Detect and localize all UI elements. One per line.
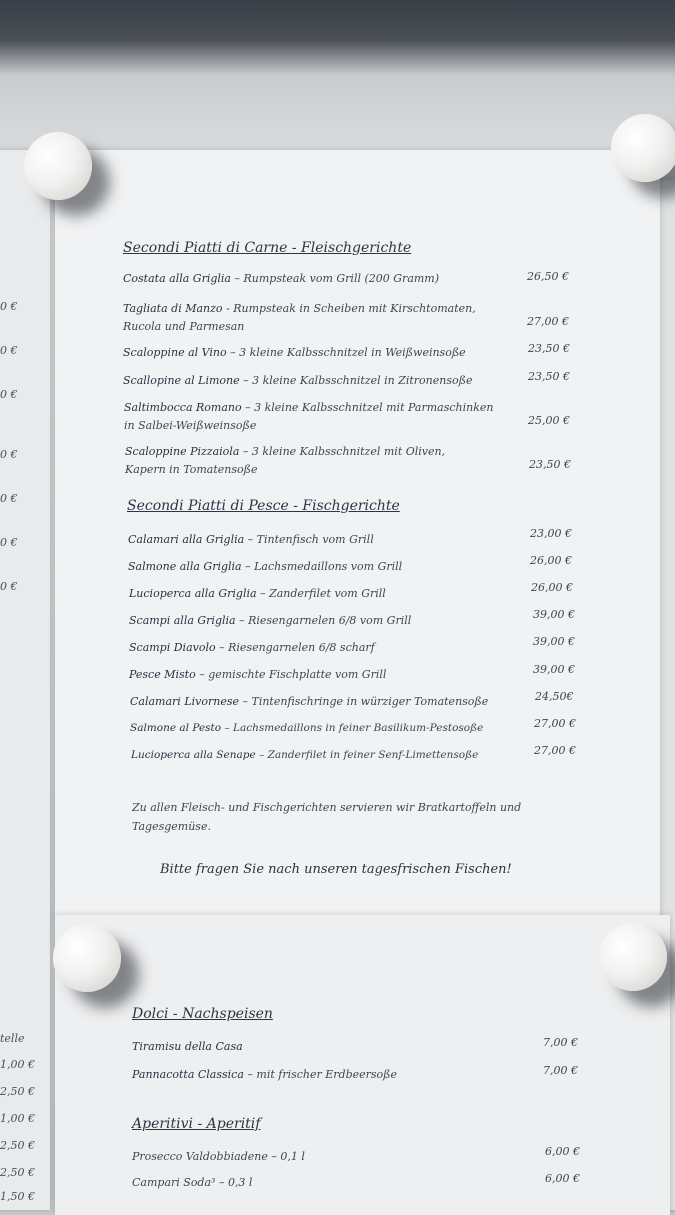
menu-item — [125, 445, 445, 458]
menu-item — [129, 587, 386, 600]
item-price: 23,50 € — [529, 458, 571, 471]
item-desc: – Lachsmedaillons in feiner Basilikum-Pestosoße — [221, 722, 484, 734]
item-desc: – 3 kleine Kalbsschnitzel in Zitronensoße — [239, 374, 473, 387]
edge-price: 0 € — [0, 388, 18, 401]
item-price: 39,00 € — [533, 608, 575, 621]
item-price: 25,00 € — [528, 414, 570, 427]
menu-item — [128, 560, 402, 573]
menu-item — [129, 668, 386, 681]
magnet-bottom-right — [599, 923, 667, 991]
item-price: 26,00 € — [531, 581, 573, 594]
item-name: Scallopine al Limone — [123, 374, 240, 387]
menu-item — [124, 401, 493, 414]
item-name: Pesce Misto — [129, 668, 196, 681]
item-desc: – Riesengarnelen 6/8 vom Grill — [235, 614, 412, 627]
edge-price: 0 € — [0, 536, 18, 549]
edge-price: 0 € — [0, 448, 18, 461]
menu-item — [128, 533, 374, 546]
magnet-bottom-left — [53, 924, 121, 992]
item-desc: – mit frischer Erdbeersoße — [243, 1068, 398, 1081]
item-name: Costata alla Griglia — [123, 272, 231, 285]
menu-item — [123, 374, 472, 387]
edge-price: 2,50 € — [0, 1139, 35, 1152]
item-price: 26,50 € — [527, 270, 569, 283]
item-desc-line2: in Salbei-Weißweinsoße — [124, 419, 257, 432]
edge-price: 0 € — [0, 344, 18, 357]
item-price: 23,50 € — [528, 342, 570, 355]
item-desc: – Rumpsteak vom Grill (200 Gramm) — [231, 272, 440, 285]
fresh-fish-notice: Bitte fragen Sie nach unseren tagesfrischen Fischen! — [160, 862, 512, 877]
menu-item — [123, 302, 476, 315]
menu-item — [129, 614, 411, 627]
item-desc: – Zanderfilet in feiner Senf-Limettensoße — [255, 749, 479, 761]
item-price: 39,00 € — [533, 635, 575, 648]
item-name: Scampi Diavolo — [129, 641, 216, 654]
menu-item — [130, 695, 488, 708]
section-heading-dolci: Dolci - Nachspeisen — [132, 1006, 273, 1022]
menu-item — [129, 641, 375, 654]
item-price: 6,00 € — [545, 1145, 580, 1158]
menu-item: Campari Soda³ – 0,3 l — [132, 1176, 253, 1189]
item-price: 24,50€ — [535, 690, 574, 703]
item-desc-line2: Kapern in Tomatensoße — [125, 463, 258, 476]
section-heading-aperitivi: Aperitivi - Aperitif — [132, 1116, 261, 1132]
item-name: Lucioperca alla Griglia — [129, 587, 257, 600]
edge-price: 1,50 € — [0, 1190, 35, 1203]
section-heading-pesce: Secondi Piatti di Pesce - Fischgerichte — [127, 498, 400, 514]
side-dish-note: Zu allen Fleisch- und Fischgerichten servieren wir Bratkartoffeln und — [132, 801, 522, 814]
item-desc-line2: Rucola und Parmesan — [123, 320, 245, 333]
item-desc: – 3 kleine Kalbsschnitzel in Weißweinsoße — [226, 346, 466, 359]
item-price: 23,00 € — [530, 527, 572, 540]
menu-item — [123, 272, 439, 285]
edge-price: 2,50 € — [0, 1085, 35, 1098]
item-price: 7,00 € — [543, 1064, 578, 1077]
item-price: 27,00 € — [527, 315, 569, 328]
item-name: Scampi alla Griglia — [129, 614, 236, 627]
menu-item — [132, 1040, 243, 1053]
item-name: Salmone alla Griglia — [128, 560, 242, 573]
edge-price: 1,00 € — [0, 1112, 35, 1125]
item-desc: – gemischte Fischplatte vom Grill — [195, 668, 387, 681]
magnet-top-left — [24, 132, 92, 200]
item-desc: – 3 kleine Kalbsschnitzel mit Parmaschinken — [241, 401, 494, 414]
magnet-top-right — [611, 114, 675, 182]
item-name: Tagliata di Manzo — [123, 302, 223, 315]
item-price: 39,00 € — [533, 663, 575, 676]
item-desc: - Rumpsteak in Scheiben mit Kirschtomaten, — [222, 302, 476, 315]
item-desc: – Riesengarnelen 6/8 scharf — [215, 641, 375, 654]
item-desc: – 3 kleine Kalbsschnitzel mit Oliven, — [239, 445, 446, 458]
item-price: 26,00 € — [530, 554, 572, 567]
edge-label: telle — [0, 1032, 25, 1045]
item-name: Scaloppine al Vino — [123, 346, 227, 359]
item-price: 27,00 € — [534, 744, 576, 757]
item-desc: – Tintenfisch vom Grill — [244, 533, 374, 546]
item-name: Scaloppine Pizzaiola — [125, 445, 240, 458]
item-name: Calamari Livornese — [130, 695, 239, 708]
menu-item — [123, 346, 466, 359]
edge-price: 0 € — [0, 492, 18, 505]
item-name: Lucioperca alla Senape — [131, 749, 256, 761]
item-price: 27,00 € — [534, 717, 576, 730]
section-heading-carne: Secondi Piatti di Carne - Fleischgerichte — [123, 240, 412, 256]
item-price: 7,00 € — [543, 1036, 578, 1049]
item-price: 23,50 € — [528, 370, 570, 383]
menu-item: Prosecco Valdobbiadene – 0,1 l — [132, 1150, 305, 1163]
edge-price: 2,50 € — [0, 1166, 35, 1179]
item-name: Saltimbocca Romano — [124, 401, 242, 414]
edge-price: 1,00 € — [0, 1058, 35, 1071]
item-name: Pannacotta Classica — [132, 1068, 244, 1081]
menu-item — [130, 722, 483, 734]
item-name: Calamari alla Griglia — [128, 533, 245, 546]
item-desc: – Tintenfischringe in würziger Tomatensoße — [238, 695, 489, 708]
menu-item — [132, 1068, 397, 1081]
edge-price: 0 € — [0, 300, 18, 313]
edge-price: 0 € — [0, 580, 18, 593]
item-price: 6,00 € — [545, 1172, 580, 1185]
item-desc: – Zanderfilet vom Grill — [256, 587, 386, 600]
item-name: Tiramisu della Casa — [132, 1040, 243, 1053]
item-name: Salmone al Pesto — [130, 722, 222, 734]
item-desc: – Lachsmedaillons vom Grill — [241, 560, 403, 573]
side-dish-note-line2: Tagesgemüse. — [132, 820, 211, 833]
menu-item — [131, 749, 478, 761]
